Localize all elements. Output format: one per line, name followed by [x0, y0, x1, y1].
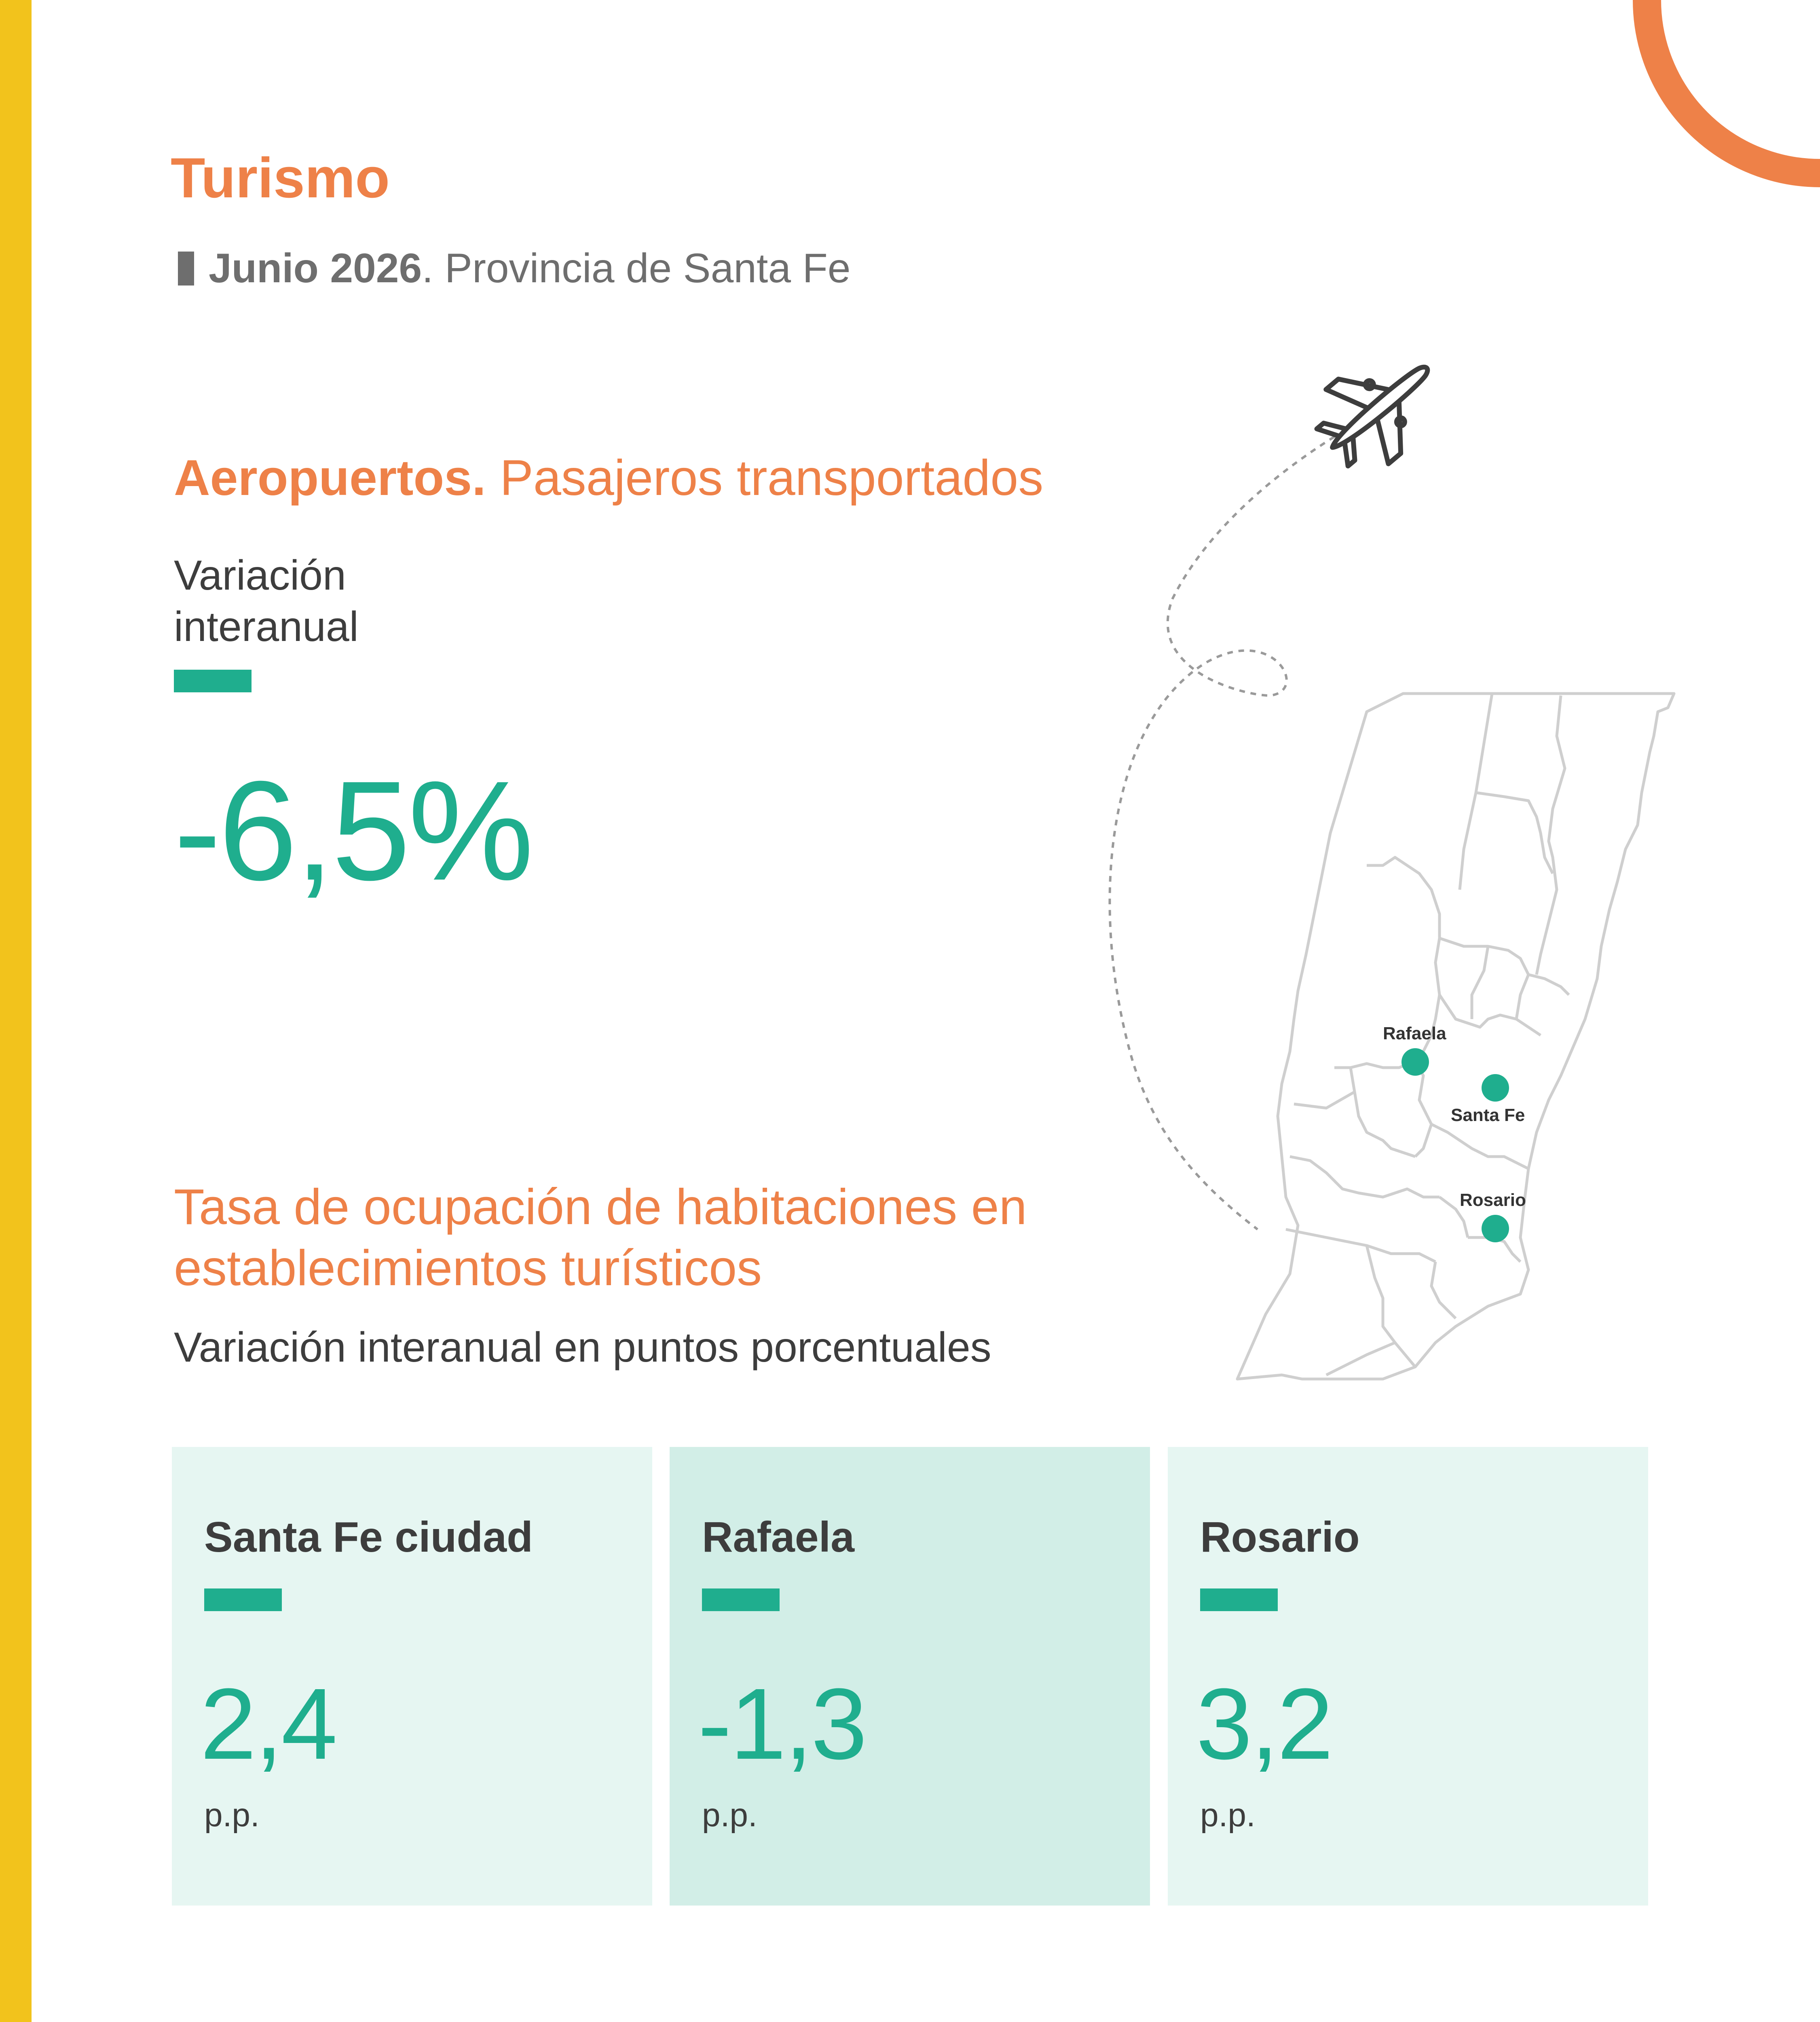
period-region: . Provincia de Santa Fe	[422, 245, 851, 291]
occupancy-subheading: Variación interanual en puntos porcentuales	[174, 1324, 991, 1371]
svg-text:Santa Fe: Santa Fe	[1451, 1105, 1525, 1125]
card-unit: p.p.	[702, 1797, 757, 1834]
airports-dash-marker	[174, 670, 252, 692]
airplane-icon	[1301, 331, 1458, 484]
svg-text:Rafaela: Rafaela	[1383, 1024, 1446, 1043]
occupancy-card-santa-fe	[172, 1447, 652, 1906]
svg-text:Rosario: Rosario	[1460, 1190, 1526, 1210]
card-dash-marker	[1200, 1588, 1278, 1611]
occupancy-heading: Tasa de ocupación de habitaciones en establecimientos turísticos	[174, 1179, 1027, 1297]
card-unit: p.p.	[1200, 1797, 1256, 1834]
airports-heading-rest: Pasajeros transportados	[486, 450, 1044, 506]
card-value: 3,2	[1196, 1667, 1332, 1780]
card-city-name: Rafaela	[702, 1513, 855, 1561]
occupancy-card-rafaela	[670, 1447, 1150, 1906]
card-city-name: Rosario	[1200, 1513, 1360, 1561]
airports-variation-value: -6,5%	[174, 752, 532, 910]
corner-arc-decoration	[1621, 0, 1820, 199]
airports-heading	[174, 450, 1044, 506]
occupancy-card-rosario	[1168, 1447, 1648, 1906]
card-city-name: Santa Fe ciudad	[204, 1513, 533, 1561]
airports-variation-label: Variación interanual	[174, 552, 359, 650]
card-dash-marker	[702, 1588, 780, 1611]
period-line	[178, 247, 850, 289]
card-value: -1,3	[698, 1667, 866, 1780]
flight-path	[1110, 437, 1334, 1229]
city-marker-rosario	[1460, 1190, 1526, 1242]
left-accent-bar	[0, 0, 32, 2022]
period-marker	[178, 252, 194, 286]
city-marker-santa-fe	[1451, 1074, 1525, 1125]
page-title: Turismo	[171, 146, 390, 209]
period-date: Junio 2026	[209, 245, 422, 291]
card-unit: p.p.	[204, 1797, 260, 1834]
airports-heading-bold: Aeropuertos.	[174, 450, 486, 506]
card-dash-marker	[204, 1588, 282, 1611]
card-value: 2,4	[200, 1667, 336, 1780]
